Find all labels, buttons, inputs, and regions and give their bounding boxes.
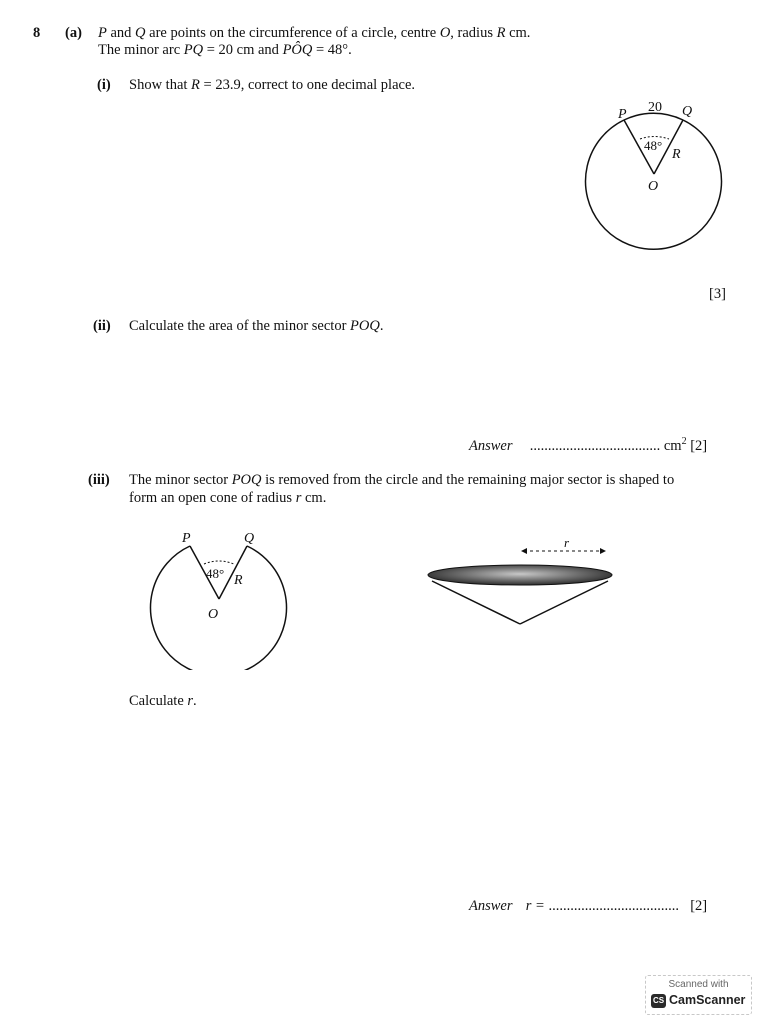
camscanner-logo-icon: CS [651,994,666,1008]
label-radius: R [672,147,681,162]
label-r: r [564,535,570,550]
label-angle: 48° [644,138,663,153]
sub-i-label: (i) [97,77,111,93]
answer-line: .................................... [548,898,679,914]
sub-iii-answer [469,898,707,915]
sub-iii-line1: The minor sector POQ is removed from the circle and the remaining major sector is shaped to [129,472,675,488]
sub-i-text: Show that R = 23.9, correct to one decimal place. [129,77,416,93]
part-a-line2: The minor arc PQ = 20 cm and PÔQ = 48°. [98,42,352,58]
open-cone-diagram [420,533,620,633]
major-arc [151,546,287,670]
sub-ii-label: (ii) [93,318,111,334]
label-arc-length: 20 [648,100,662,115]
circle-sector-diagram [580,92,740,252]
label-radius: R [234,573,243,588]
label-o: O [648,179,659,194]
calculate-r-text: Calculate r. [129,693,197,709]
answer-label: Answer [469,898,513,914]
answer-line: .................................... [529,438,661,454]
radius-arrowhead-right [600,548,606,554]
sub-iii-label: (iii) [88,472,110,488]
answer-variable: r = [525,898,545,914]
sub-ii-marks: [2] [690,438,708,454]
watermark-brand: CamScanner [669,993,746,1007]
sub-ii-text: Calculate the area of the minor sector POQ. [129,318,384,334]
answer-label: Answer [469,438,513,454]
label-p: P [182,531,191,546]
part-a-label: (a) [65,25,82,41]
label-angle: 48° [206,566,225,581]
label-p: P [618,107,627,122]
label-q: Q [244,531,255,546]
watermark-caption: Scanned with [668,979,729,990]
cone-slant-right [520,581,608,624]
cone-opening [428,565,612,585]
sub-ii-answer: Answer .................................... $cm^2$ [2] [469,436,708,454]
part-a-line1: P and Q are points on the circumference of a circle, centre O, radius R cm. [98,25,531,41]
radius-arrowhead-left [521,548,527,554]
label-o: O [208,607,219,622]
sub-iii-marks: [2] [690,898,708,914]
camscanner-watermark [645,975,752,1015]
question-number: 8 [33,25,41,41]
sub-iii-line2: form an open cone of radius r cm. [129,490,327,506]
major-sector-diagram [140,520,300,670]
label-q: Q [682,104,693,119]
sub-i-marks: [3] [709,286,726,302]
cone-slant-left [432,581,520,624]
angle-arc [204,561,234,564]
